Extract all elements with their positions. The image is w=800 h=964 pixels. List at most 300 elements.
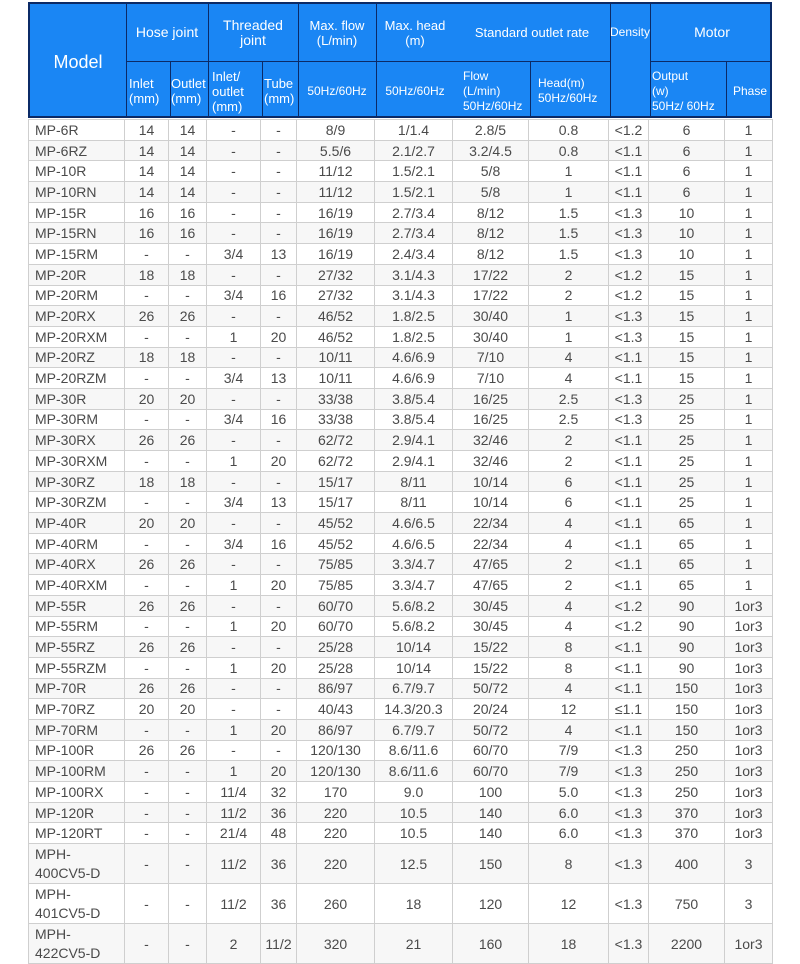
cell-std-flow: 3.2/4.5 — [453, 140, 529, 161]
cell-output: 15 — [649, 264, 725, 285]
cell-phase: 1or3 — [725, 595, 773, 616]
cell-max-head: 10/14 — [375, 637, 453, 658]
cell-model: MP-30RX — [29, 430, 125, 451]
header-inlet: Inlet (mm) — [129, 76, 160, 106]
cell-model: MPH- 401CV5-D — [29, 884, 125, 924]
cell-inlet: - — [125, 802, 169, 823]
cell-model: MP-6R — [29, 120, 125, 141]
cell-max-flow: 27/32 — [297, 264, 375, 285]
cell-outlet: - — [169, 782, 207, 803]
cell-phase: 1or3 — [725, 802, 773, 823]
cell-max-flow: 16/19 — [297, 244, 375, 265]
table-row — [29, 430, 773, 451]
cell-inlet: - — [125, 884, 169, 924]
cell-density: <1.1 — [609, 182, 649, 203]
table-row — [29, 120, 773, 141]
cell-density: <1.2 — [609, 595, 649, 616]
cell-phase: 1 — [725, 285, 773, 306]
table-row — [29, 409, 773, 430]
cell-outlet: 26 — [169, 740, 207, 761]
cell-output: 65 — [649, 513, 725, 534]
cell-max-flow: 75/85 — [297, 575, 375, 596]
cell-output: 370 — [649, 802, 725, 823]
cell-std-flow: 60/70 — [453, 740, 529, 761]
cell-max-head: 3.8/5.4 — [375, 409, 453, 430]
cell-std-head: 0.8 — [529, 140, 609, 161]
cell-output: 10 — [649, 202, 725, 223]
cell-density: <1.3 — [609, 740, 649, 761]
cell-model: MP-10RN — [29, 182, 125, 203]
cell-std-flow: 120 — [453, 884, 529, 924]
header-output: Output (w) 50Hz/ 60Hz — [652, 68, 715, 113]
cell-model: MP-55RM — [29, 616, 125, 637]
cell-density: <1.1 — [609, 533, 649, 554]
table-row — [29, 202, 773, 223]
table-row — [29, 244, 773, 265]
cell-outlet: - — [169, 884, 207, 924]
cell-std-flow: 30/45 — [453, 616, 529, 637]
cell-max-head: 8.6/11.6 — [375, 761, 453, 782]
cell-std-head: 1 — [529, 182, 609, 203]
cell-model: MP-20RM — [29, 285, 125, 306]
cell-threaded-joint: - — [207, 120, 261, 141]
cell-density: <1.1 — [609, 575, 649, 596]
cell-max-flow: 120/130 — [297, 761, 375, 782]
cell-phase: 1 — [725, 306, 773, 327]
cell-tube: - — [261, 678, 297, 699]
cell-tube: 20 — [261, 575, 297, 596]
cell-output: 25 — [649, 492, 725, 513]
cell-max-flow: 40/43 — [297, 699, 375, 720]
cell-output: 90 — [649, 616, 725, 637]
cell-outlet: - — [169, 616, 207, 637]
cell-density: <1.1 — [609, 140, 649, 161]
cell-tube: 16 — [261, 285, 297, 306]
cell-output: 15 — [649, 368, 725, 389]
cell-max-head: 6.7/9.7 — [375, 719, 453, 740]
cell-model: MP-30RZ — [29, 471, 125, 492]
cell-std-head: 2 — [529, 430, 609, 451]
cell-inlet: 14 — [125, 140, 169, 161]
header-hose-joint: Hose joint — [135, 24, 199, 40]
cell-density: <1.1 — [609, 513, 649, 534]
table-row — [29, 306, 773, 327]
cell-threaded-joint: 1 — [207, 616, 261, 637]
cell-output: 6 — [649, 161, 725, 182]
cell-std-flow: 8/12 — [453, 202, 529, 223]
cell-std-flow: 10/14 — [453, 492, 529, 513]
cell-std-flow: 160 — [453, 924, 529, 964]
cell-max-head: 3.3/4.7 — [375, 575, 453, 596]
cell-density: <1.1 — [609, 678, 649, 699]
header-motor: Motor — [694, 24, 730, 40]
header-outlet: Outlet (mm) — [171, 76, 206, 106]
cell-model: MP-30RZM — [29, 492, 125, 513]
cell-output: 25 — [649, 409, 725, 430]
cell-tube: 36 — [261, 884, 297, 924]
cell-outlet: - — [169, 533, 207, 554]
table-row — [29, 823, 773, 844]
cell-max-flow: 5.5/6 — [297, 140, 375, 161]
cell-threaded-joint: 1 — [207, 326, 261, 347]
cell-std-head: 4 — [529, 533, 609, 554]
cell-max-head: 2.7/3.4 — [375, 223, 453, 244]
cell-std-flow: 32/46 — [453, 451, 529, 472]
cell-outlet: 26 — [169, 554, 207, 575]
cell-max-flow: 75/85 — [297, 554, 375, 575]
cell-output: 15 — [649, 347, 725, 368]
cell-phase: 1or3 — [725, 761, 773, 782]
cell-threaded-joint: - — [207, 471, 261, 492]
table-header — [28, 2, 772, 118]
cell-std-head: 4 — [529, 513, 609, 534]
table-row — [29, 451, 773, 472]
table-row — [29, 802, 773, 823]
header-density: Density — [610, 25, 651, 39]
cell-std-head: 12 — [529, 884, 609, 924]
cell-density: <1.1 — [609, 637, 649, 658]
cell-phase: 1 — [725, 244, 773, 265]
cell-max-head: 8/11 — [375, 471, 453, 492]
cell-threaded-joint: - — [207, 637, 261, 658]
cell-model: MP-40RXM — [29, 575, 125, 596]
cell-std-flow: 47/65 — [453, 575, 529, 596]
cell-output: 750 — [649, 884, 725, 924]
cell-output: 65 — [649, 554, 725, 575]
cell-inlet: 18 — [125, 264, 169, 285]
cell-max-flow: 62/72 — [297, 430, 375, 451]
cell-inlet: - — [125, 326, 169, 347]
cell-std-flow: 7/10 — [453, 347, 529, 368]
cell-tube: - — [261, 595, 297, 616]
cell-std-head: 4 — [529, 678, 609, 699]
cell-phase: 1 — [725, 368, 773, 389]
cell-max-flow: 10/11 — [297, 347, 375, 368]
table-row — [29, 554, 773, 575]
cell-threaded-joint: - — [207, 513, 261, 534]
cell-std-head: 2 — [529, 285, 609, 306]
cell-threaded-joint: 1 — [207, 657, 261, 678]
cell-density: <1.3 — [609, 884, 649, 924]
cell-output: 10 — [649, 223, 725, 244]
cell-std-flow: 17/22 — [453, 264, 529, 285]
cell-std-head: 4 — [529, 368, 609, 389]
cell-output: 2200 — [649, 924, 725, 964]
cell-tube: 16 — [261, 533, 297, 554]
cell-outlet: 26 — [169, 430, 207, 451]
table-row — [29, 492, 773, 513]
cell-phase: 1or3 — [725, 678, 773, 699]
cell-max-head: 1.5/2.1 — [375, 161, 453, 182]
cell-max-head: 2.1/2.7 — [375, 140, 453, 161]
cell-max-flow: 220 — [297, 823, 375, 844]
cell-density: <1.1 — [609, 554, 649, 575]
cell-inlet: 18 — [125, 347, 169, 368]
cell-max-flow: 120/130 — [297, 740, 375, 761]
cell-output: 6 — [649, 120, 725, 141]
cell-density: <1.2 — [609, 616, 649, 637]
cell-max-head: 8/11 — [375, 492, 453, 513]
cell-inlet: - — [125, 761, 169, 782]
cell-threaded-joint: 1 — [207, 451, 261, 472]
cell-max-head: 5.6/8.2 — [375, 616, 453, 637]
cell-std-flow: 22/34 — [453, 533, 529, 554]
cell-tube: 20 — [261, 761, 297, 782]
cell-density: <1.3 — [609, 782, 649, 803]
cell-inlet: 26 — [125, 740, 169, 761]
cell-density: <1.1 — [609, 657, 649, 678]
cell-inlet: - — [125, 492, 169, 513]
cell-max-head: 2.9/4.1 — [375, 451, 453, 472]
cell-phase: 1 — [725, 430, 773, 451]
cell-threaded-joint: 3/4 — [207, 285, 261, 306]
cell-outlet: - — [169, 802, 207, 823]
cell-output: 250 — [649, 782, 725, 803]
cell-tube: - — [261, 347, 297, 368]
cell-outlet: - — [169, 823, 207, 844]
cell-std-flow: 20/24 — [453, 699, 529, 720]
cell-output: 25 — [649, 451, 725, 472]
cell-phase: 1 — [725, 451, 773, 472]
cell-density: <1.3 — [609, 326, 649, 347]
cell-outlet: 18 — [169, 264, 207, 285]
cell-std-head: 5.0 — [529, 782, 609, 803]
cell-tube: 32 — [261, 782, 297, 803]
cell-outlet: - — [169, 657, 207, 678]
cell-max-head: 9.0 — [375, 782, 453, 803]
cell-phase: 1 — [725, 264, 773, 285]
cell-tube: - — [261, 513, 297, 534]
cell-tube: - — [261, 430, 297, 451]
cell-phase: 1or3 — [725, 823, 773, 844]
cell-output: 250 — [649, 740, 725, 761]
cell-threaded-joint: 3/4 — [207, 244, 261, 265]
cell-output: 90 — [649, 637, 725, 658]
cell-tube: 13 — [261, 368, 297, 389]
header-max-head: Max. head (m) — [384, 17, 446, 48]
cell-max-head: 4.6/6.9 — [375, 368, 453, 389]
cell-threaded-joint: - — [207, 182, 261, 203]
cell-max-flow: 86/97 — [297, 678, 375, 699]
table-row — [29, 326, 773, 347]
cell-density: <1.1 — [609, 368, 649, 389]
cell-outlet: - — [169, 575, 207, 596]
cell-outlet: - — [169, 761, 207, 782]
cell-max-head: 5.6/8.2 — [375, 595, 453, 616]
cell-std-head: 4 — [529, 616, 609, 637]
cell-density: ≤1.1 — [609, 699, 649, 720]
cell-output: 15 — [649, 306, 725, 327]
cell-phase: 1 — [725, 182, 773, 203]
cell-inlet: 14 — [125, 182, 169, 203]
cell-inlet: - — [125, 719, 169, 740]
cell-inlet: 26 — [125, 554, 169, 575]
cell-std-head: 12 — [529, 699, 609, 720]
cell-max-head: 10.5 — [375, 823, 453, 844]
cell-max-flow: 260 — [297, 884, 375, 924]
cell-outlet: 26 — [169, 306, 207, 327]
cell-tube: - — [261, 388, 297, 409]
cell-std-head: 2 — [529, 451, 609, 472]
cell-std-flow: 47/65 — [453, 554, 529, 575]
cell-std-head: 2.5 — [529, 409, 609, 430]
header-flow-hz: 50Hz/60Hz — [307, 83, 367, 98]
cell-threaded-joint: - — [207, 202, 261, 223]
cell-density: <1.2 — [609, 120, 649, 141]
cell-density: <1.1 — [609, 347, 649, 368]
cell-max-head: 1.8/2.5 — [375, 306, 453, 327]
cell-std-head: 4 — [529, 347, 609, 368]
cell-model: MP-55R — [29, 595, 125, 616]
cell-max-head: 8.6/11.6 — [375, 740, 453, 761]
cell-inlet: - — [125, 409, 169, 430]
table-row — [29, 719, 773, 740]
cell-output: 65 — [649, 575, 725, 596]
cell-std-head: 2.5 — [529, 388, 609, 409]
cell-std-flow: 10/14 — [453, 471, 529, 492]
cell-output: 15 — [649, 285, 725, 306]
cell-tube: - — [261, 637, 297, 658]
cell-model: MP-30RM — [29, 409, 125, 430]
cell-output: 400 — [649, 844, 725, 884]
cell-outlet: 18 — [169, 347, 207, 368]
cell-phase: 1 — [725, 533, 773, 554]
cell-std-head: 1.5 — [529, 223, 609, 244]
cell-outlet: - — [169, 844, 207, 884]
cell-threaded-joint: - — [207, 140, 261, 161]
cell-max-head: 14.3/20.3 — [375, 699, 453, 720]
cell-model: MP-15R — [29, 202, 125, 223]
cell-std-head: 2 — [529, 554, 609, 575]
cell-max-flow: 60/70 — [297, 616, 375, 637]
cell-max-head: 4.6/6.9 — [375, 347, 453, 368]
cell-model: MP-15RM — [29, 244, 125, 265]
cell-density: <1.1 — [609, 492, 649, 513]
table-row — [29, 616, 773, 637]
cell-inlet: 26 — [125, 637, 169, 658]
cell-inlet: - — [125, 782, 169, 803]
header-inlet-outlet: Inlet/ outlet (mm) — [212, 68, 244, 114]
cell-std-head: 8 — [529, 844, 609, 884]
cell-tube: - — [261, 699, 297, 720]
header-model: Model — [53, 51, 103, 72]
cell-phase: 3 — [725, 884, 773, 924]
cell-max-head: 3.3/4.7 — [375, 554, 453, 575]
cell-output: 65 — [649, 533, 725, 554]
cell-output: 250 — [649, 761, 725, 782]
cell-threaded-joint: 11/2 — [207, 884, 261, 924]
cell-model: MP-120R — [29, 802, 125, 823]
cell-density: <1.3 — [609, 924, 649, 964]
cell-inlet: 26 — [125, 595, 169, 616]
cell-std-flow: 140 — [453, 823, 529, 844]
cell-max-flow: 220 — [297, 802, 375, 823]
cell-max-flow: 46/52 — [297, 306, 375, 327]
table-row — [29, 264, 773, 285]
cell-max-head: 2.4/3.4 — [375, 244, 453, 265]
cell-phase: 1or3 — [725, 699, 773, 720]
cell-threaded-joint: 21/4 — [207, 823, 261, 844]
cell-inlet: 14 — [125, 161, 169, 182]
cell-tube: 13 — [261, 492, 297, 513]
cell-inlet: 26 — [125, 306, 169, 327]
cell-inlet: 26 — [125, 430, 169, 451]
cell-outlet: 20 — [169, 513, 207, 534]
cell-tube: - — [261, 120, 297, 141]
cell-tube: 20 — [261, 657, 297, 678]
table-row — [29, 182, 773, 203]
cell-model: MP-20RZM — [29, 368, 125, 389]
cell-inlet: - — [125, 451, 169, 472]
cell-density: <1.2 — [609, 264, 649, 285]
cell-phase: 1or3 — [725, 637, 773, 658]
cell-threaded-joint: - — [207, 347, 261, 368]
cell-inlet: - — [125, 616, 169, 637]
cell-std-head: 1 — [529, 326, 609, 347]
cell-std-head: 6 — [529, 492, 609, 513]
cell-output: 90 — [649, 595, 725, 616]
cell-tube: 20 — [261, 719, 297, 740]
cell-phase: 1 — [725, 513, 773, 534]
cell-output: 90 — [649, 657, 725, 678]
cell-inlet: - — [125, 657, 169, 678]
cell-phase: 1 — [725, 471, 773, 492]
cell-model: MP-100R — [29, 740, 125, 761]
cell-threaded-joint: - — [207, 740, 261, 761]
cell-output: 150 — [649, 699, 725, 720]
cell-max-head: 3.1/4.3 — [375, 264, 453, 285]
cell-std-head: 6 — [529, 471, 609, 492]
cell-max-flow: 33/38 — [297, 409, 375, 430]
cell-max-flow: 45/52 — [297, 513, 375, 534]
cell-outlet: 26 — [169, 637, 207, 658]
cell-phase: 1 — [725, 554, 773, 575]
cell-model: MP-30RXM — [29, 451, 125, 472]
cell-inlet: 26 — [125, 678, 169, 699]
cell-max-flow: 11/12 — [297, 161, 375, 182]
table-row — [29, 471, 773, 492]
cell-inlet: 16 — [125, 202, 169, 223]
cell-std-flow: 5/8 — [453, 182, 529, 203]
cell-density: <1.3 — [609, 409, 649, 430]
cell-phase: 1 — [725, 326, 773, 347]
cell-output: 6 — [649, 140, 725, 161]
cell-phase: 1 — [725, 202, 773, 223]
cell-outlet: 20 — [169, 699, 207, 720]
cell-std-head: 8 — [529, 637, 609, 658]
cell-max-flow: 45/52 — [297, 533, 375, 554]
cell-outlet: - — [169, 285, 207, 306]
cell-std-flow: 15/22 — [453, 657, 529, 678]
table-row — [29, 575, 773, 596]
cell-phase: 1 — [725, 120, 773, 141]
cell-model: MP-100RM — [29, 761, 125, 782]
cell-phase: 1or3 — [725, 616, 773, 637]
cell-std-head: 6.0 — [529, 802, 609, 823]
cell-output: 25 — [649, 471, 725, 492]
cell-model: MP-20R — [29, 264, 125, 285]
cell-max-head: 18 — [375, 884, 453, 924]
cell-std-flow: 15/22 — [453, 637, 529, 658]
table-row — [29, 699, 773, 720]
cell-model: MP-70R — [29, 678, 125, 699]
cell-output: 25 — [649, 388, 725, 409]
cell-density: <1.1 — [609, 719, 649, 740]
cell-std-flow: 16/25 — [453, 388, 529, 409]
cell-inlet: - — [125, 244, 169, 265]
cell-max-flow: 320 — [297, 924, 375, 964]
cell-phase: 1or3 — [725, 719, 773, 740]
